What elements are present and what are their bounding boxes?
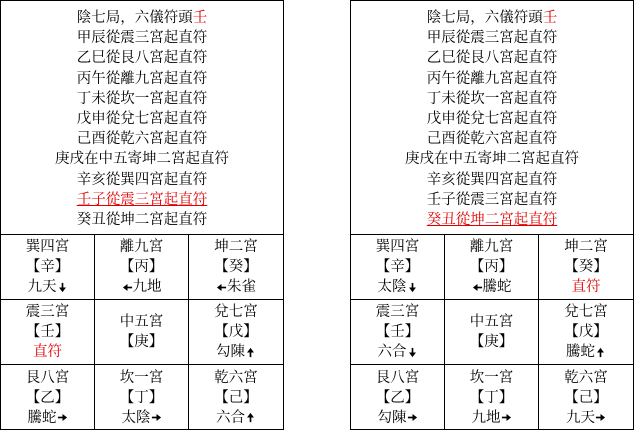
palace-cell <box>189 235 283 300</box>
arrow-right-icon <box>595 412 606 423</box>
line-4: 丙午從離九宮起直符 <box>76 70 208 87</box>
stem-label: 【丙】 <box>119 259 164 275</box>
line-1 <box>351 8 633 28</box>
palace-name: 乾六宮 <box>214 369 258 386</box>
line-1-text: 陰七局，六儀符頭 <box>76 10 193 26</box>
deity-label <box>28 408 68 428</box>
line-6: 戊申從兌七宮起直符 <box>76 110 208 127</box>
stem-label: 【己】 <box>564 389 608 406</box>
palace-name: 艮八宮 <box>25 369 70 386</box>
palace-cell <box>95 235 189 300</box>
stem-label: 【戊】 <box>564 324 608 340</box>
palace-cell-center <box>445 300 539 365</box>
palace-name: 離九宮 <box>119 239 164 255</box>
arrow-right-icon <box>151 412 162 423</box>
right-text-block <box>351 1 633 235</box>
line-5: 丁未從坎一宮起直符 <box>76 90 208 107</box>
line-1-text: 陰七局，六儀符頭 <box>426 10 543 26</box>
deity-label <box>28 277 68 297</box>
palace-cell <box>539 365 633 430</box>
deity-label <box>566 408 606 428</box>
arrow-down-icon <box>57 282 68 293</box>
deity-label <box>216 408 256 428</box>
line-3: 乙巳從艮八宮起直符 <box>76 50 208 67</box>
arrow-left-icon <box>472 282 483 293</box>
palace-cell <box>1 365 95 430</box>
deity-label <box>378 277 418 297</box>
palace-name: 震三宮 <box>25 304 70 320</box>
deity-name: 騰蛇 <box>482 279 512 295</box>
stem-label: 【乙】 <box>375 389 420 406</box>
line-11-highlight: 癸丑從坤二宮起直符 <box>426 211 558 228</box>
line-7: 己酉從乾六宮起直符 <box>76 131 208 148</box>
stem-label: 【戊】 <box>214 324 258 340</box>
palace-cell-center <box>95 300 189 365</box>
deity-name: 勾陳 <box>377 409 407 426</box>
palace-name: 兌七宮 <box>564 304 608 320</box>
deity-name: 九地 <box>132 279 162 295</box>
palace-cell <box>1 300 95 365</box>
deity-label <box>566 342 606 362</box>
stem-label: 【丙】 <box>469 259 514 275</box>
stem-label: 【庚】 <box>469 334 514 350</box>
palace-name: 坤二宮 <box>564 239 608 255</box>
palace-name: 震三宮 <box>375 304 420 320</box>
palace-name: 兌七宮 <box>214 304 258 320</box>
line-4: 丙午從離九宮起直符 <box>426 70 558 87</box>
stem-label: 【庚】 <box>119 334 164 350</box>
line-9: 辛亥從巽四宮起直符 <box>426 171 558 188</box>
stem-label: 【壬】 <box>375 324 420 340</box>
line-10: 壬子從震三宮起直符 <box>426 191 558 208</box>
arrow-up-icon <box>245 347 256 358</box>
deity-name: 九地 <box>471 409 501 426</box>
palace-name: 離九宮 <box>469 239 514 255</box>
arrow-down-icon <box>407 347 418 358</box>
palace-cell <box>539 300 633 365</box>
deity-name: 六合 <box>377 344 407 360</box>
line-11: 癸丑從坤二宮起直符 <box>76 211 208 228</box>
palace-name: 坎一宮 <box>119 369 164 386</box>
deity-label <box>216 342 256 362</box>
stem-label: 【乙】 <box>25 389 70 406</box>
arrow-left-icon <box>216 282 227 293</box>
left-chart-panel <box>0 0 284 430</box>
line-2: 甲辰從震三宮起直符 <box>76 30 208 47</box>
palace-name: 乾六宮 <box>564 369 608 386</box>
zhi-fu-label: 直符 <box>33 344 62 360</box>
deity-name: 九天 <box>27 279 57 295</box>
palace-cell <box>95 365 189 430</box>
line-5: 丁未從坎一宮起直符 <box>426 90 558 107</box>
left-text-block <box>1 1 283 235</box>
palace-cell <box>351 365 445 430</box>
deity-name: 勾陳 <box>216 344 245 360</box>
palace-name: 艮八宮 <box>375 369 420 386</box>
stem-label: 【辛】 <box>375 259 420 275</box>
left-palace-grid <box>1 235 283 430</box>
deity-name: 九天 <box>566 409 595 426</box>
line-7: 己酉從乾六宮起直符 <box>426 131 558 148</box>
line-2: 甲辰從震三宮起直符 <box>426 30 558 47</box>
palace-name: 巽四宮 <box>375 239 420 255</box>
palace-name: 巽四宮 <box>25 239 70 255</box>
palace-name: 坎一宮 <box>469 369 514 386</box>
deity-label <box>216 277 256 297</box>
line-9: 辛亥從巽四宮起直符 <box>76 171 208 188</box>
deity-name: 騰蛇 <box>27 409 57 426</box>
palace-cell <box>189 365 283 430</box>
arrow-up-icon <box>595 347 606 358</box>
arrow-down-icon <box>407 282 418 293</box>
fu-tou-red: 壬 <box>192 10 208 26</box>
right-palace-grid <box>351 235 633 430</box>
deity-label <box>378 342 418 362</box>
line-3: 乙巳從艮八宮起直符 <box>426 50 558 67</box>
line-10-highlight: 壬子從震三宮起直符 <box>76 191 208 208</box>
arrow-left-icon <box>122 282 133 293</box>
deity-name: 騰蛇 <box>566 344 595 360</box>
arrow-up-icon <box>245 412 256 423</box>
palace-cell <box>1 235 95 300</box>
stem-label: 【己】 <box>214 389 258 406</box>
stem-label: 【癸】 <box>214 259 258 275</box>
deity-name: 六合 <box>216 409 245 426</box>
stem-label: 【癸】 <box>564 259 608 275</box>
palace-cell <box>189 300 283 365</box>
line-8: 庚戌在中五寄坤二宮起直符 <box>405 151 579 168</box>
zhi-fu-label: 直符 <box>571 279 601 295</box>
deity-name: 太陰 <box>121 409 151 426</box>
palace-cell <box>351 300 445 365</box>
palace-name: 坤二宮 <box>214 239 258 255</box>
line-8: 庚戌在中五寄坤二宮起直符 <box>55 151 229 168</box>
deity-label <box>122 277 162 297</box>
deity-label <box>122 408 162 428</box>
palace-cell <box>445 235 539 300</box>
arrow-right-icon <box>501 412 512 423</box>
palace-name: 中五宮 <box>469 314 514 330</box>
stem-label: 【丁】 <box>469 389 514 406</box>
fu-tou-red: 壬 <box>542 10 558 26</box>
palace-name: 中五宮 <box>119 314 164 330</box>
deity-label <box>378 408 418 428</box>
arrow-right-icon <box>57 412 68 423</box>
stem-label: 【壬】 <box>25 324 70 340</box>
palace-cell <box>445 365 539 430</box>
stem-label: 【辛】 <box>25 259 70 275</box>
line-1 <box>1 8 283 28</box>
right-chart-panel <box>350 0 634 430</box>
palace-cell <box>351 235 445 300</box>
deity-label <box>472 408 512 428</box>
palace-cell <box>539 235 633 300</box>
deity-label <box>472 277 512 297</box>
deity-name: 朱雀 <box>227 279 256 295</box>
line-6: 戊申從兌七宮起直符 <box>426 110 558 127</box>
arrow-right-icon <box>407 412 418 423</box>
stem-label: 【丁】 <box>119 389 164 406</box>
deity-name: 太陰 <box>377 279 407 295</box>
